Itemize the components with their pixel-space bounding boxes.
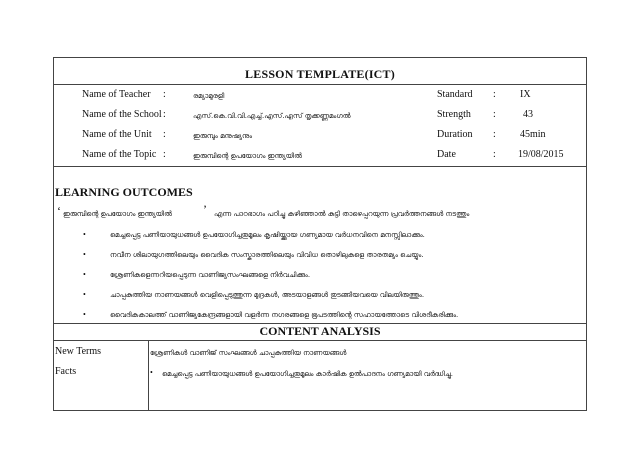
info-right-label: Strength (437, 109, 471, 120)
bullet-icon: • (83, 250, 86, 259)
close-quote: ’ (203, 202, 207, 216)
list-item: ചാപ്പകുത്തിയ നാണയങ്ങൾ വെളിപ്പെടുത്തുന്ന മുദ്രകൾ, അടയാളങ്ങൾ തുടങ്ങിയവയെ വിലയിരുത്തും. (110, 291, 425, 299)
info-value: ഇരുമ്പും മനുഷ്യനും (193, 132, 253, 140)
info-label: Name of Teacher (82, 89, 151, 100)
facts-label: Facts (55, 366, 77, 377)
info-right-label: Standard (437, 89, 473, 100)
info-divider (53, 166, 587, 167)
info-right-value: 45min (520, 129, 546, 140)
list-item: മെച്ചപ്പെട്ട പണിയായുധങ്ങൾ ഉപയോഗിച്ചതുമൂലം കൃഷിയ്ക്കുായ ഗണ്യമായ വർധനവിനെ മനസ്സിലാക്കും. (110, 231, 425, 239)
info-right-separator: : (493, 89, 496, 100)
content-analysis-divider (53, 340, 587, 341)
info-right-label: Date (437, 149, 456, 160)
facts-text: മെച്ചപ്പെട്ട പണിയായുധങ്ങൾ ഉപയോഗിച്ചതുമൂലം കാർഷിക ഉൽപാദനം ഗണ്യമായി വർദ്ധിച്ചു. (162, 370, 454, 378)
info-right-separator: : (493, 109, 496, 120)
info-value: ഇരുമ്പിന്റെ ഉപയോഗം ഇന്ത്യയിൽ (193, 152, 302, 160)
info-separator: : (163, 149, 166, 160)
info-right-separator: : (493, 129, 496, 140)
info-right-separator: : (493, 149, 496, 160)
content-analysis-heading: CONTENT ANALYSIS (259, 324, 381, 338)
info-label: Name of the Topic (82, 149, 157, 160)
info-value: എസ്.കെ.വി.വി.എച്ച്.എസ്.എസ് തൃക്കണ്ണമംഗൽ (193, 112, 351, 120)
info-right-value: 43 (523, 109, 533, 120)
content-column-divider (148, 340, 149, 411)
info-right-label: Duration (437, 129, 473, 140)
intro-topic: ഇരുമ്പിന്റെ ഉപയോഗം ഇന്ത്യയിൽ (63, 210, 172, 218)
bullet-icon: • (83, 310, 86, 319)
new-terms-label: New Terms (55, 346, 102, 357)
info-separator: : (163, 89, 166, 100)
bullet-icon: • (83, 290, 86, 299)
list-item: വൈദികകാലത്ത് വാണിജ്യകേന്ദ്രങ്ങളായി വളർന്ന നഗരങ്ങളെ ഭൂപടത്തിന്റെ സഹായത്തോടെ വിശദീകരിക്കും. (110, 311, 459, 319)
new-terms-text: ശ്രേണികൾ വാണിജ് സംഘങ്ങൾ ചാപ്പകുത്തിയ നാണയങ്ങൾ (150, 349, 347, 357)
info-label: Name of the School (82, 109, 162, 120)
intro-text: എന്ന പാഠഭാഗം പഠിച്ചു കഴിഞ്ഞാൽ കുട്ടി താഴെപ്പറയുന്ന പ്രവർത്തനങ്ങൾ നടത്തും (214, 210, 470, 218)
bullet-icon: • (83, 270, 86, 279)
bullet-icon: • (83, 230, 86, 239)
info-separator: : (163, 129, 166, 140)
info-value: രമ്യാമുരളി (193, 92, 225, 100)
info-right-value: IX (520, 89, 531, 100)
title-divider (53, 84, 587, 85)
list-item: നവീന ശിലായുഗത്തിലെയും വൈദിക സംസ്കാരത്തിലെയും വിവിധ തൊഴിലുകളെ താരതമ്യം ചെയ്യും. (110, 251, 424, 259)
info-right-value: 19/08/2015 (518, 149, 564, 160)
list-item: ശ്രേണികളെന്നറിയപ്പെടുന്ന വാണിജ്യസംഘങ്ങളെ നിർവചിക്കും. (110, 271, 311, 279)
info-separator: : (163, 109, 166, 120)
info-label: Name of the Unit (82, 129, 152, 140)
page-title: LESSON TEMPLATE(ICT) (245, 67, 395, 81)
bullet-icon: • (150, 368, 153, 377)
learning-outcomes-heading: LEARNING OUTCOMES (55, 185, 193, 199)
open-quote: ‘ (57, 204, 61, 218)
